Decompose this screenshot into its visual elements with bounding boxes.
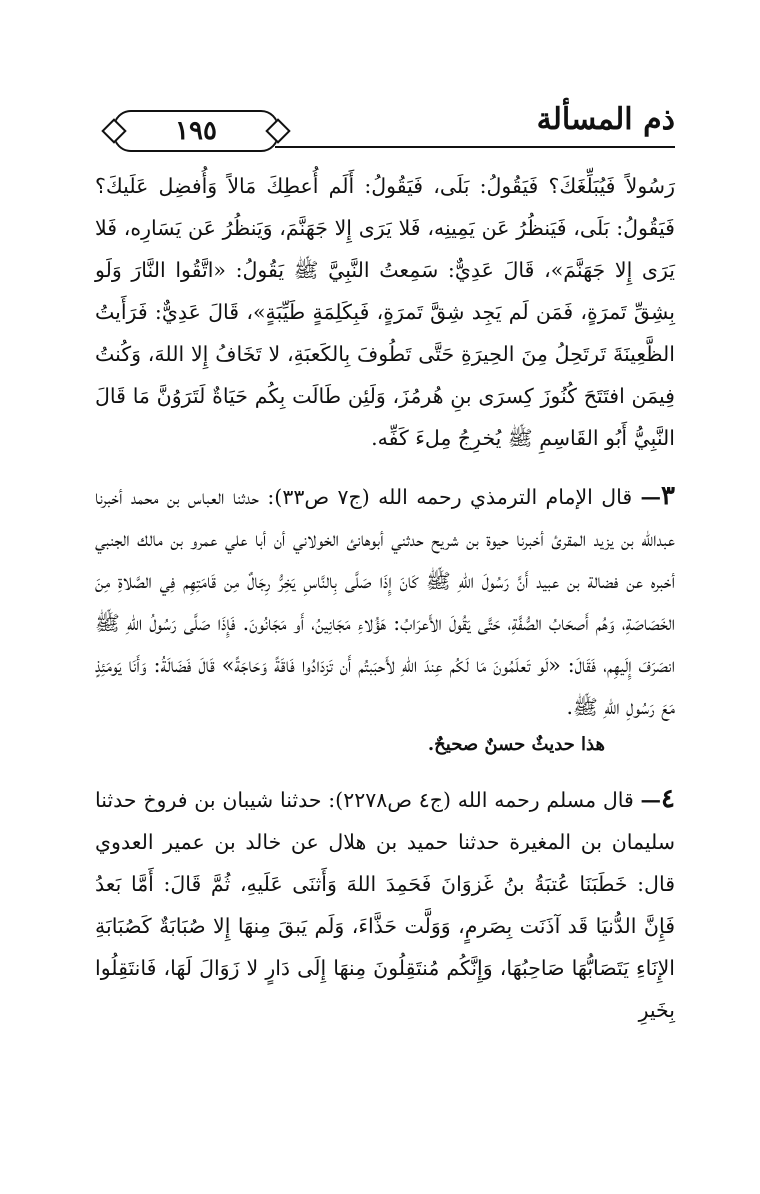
continuation-paragraph: رَسُولاً فَيُبَلِّغَكَ؟ فَيَقُولُ: بَلَى، فَيَقُولُ: أَلَم أُعطِكَ مَالاً وَأُفضِل عَلَيكَ؟ فَيَقُولُ: بَلَى، فَيَنظُرُ عَن يَمِينِه، فَلا يَرَى إِلا جَهَنَّمَ، وَيَنظُرُ عَن يَسَارِه، فَلا يَرَى إِلا جَهَنَّمَ»، قَالَ عَدِيٌّ: سَمِعتُ النَّبِيَّ ﷺ يَقُولُ: «اتَّقُوا النَّارَ وَلَو بِشِقِّ تَمرَةٍ، فَمَن لَم يَجِد شِقَّ تَمرَةٍ، فَبِكَلِمَةٍ طَيِّبَةٍ»، قَالَ عَدِيٌّ: فَرَأَيتُ الظَّعِينَةَ تَرتَحِلُ مِنَ الحِيرَةِ حَتَّى تَطُوفَ بِالكَعبَةِ، لا تَخَافُ إِلا اللهَ، وَكُنتُ فِيمَن افتَتَحَ كُنُوزَ كِسرَى بنِ هُرمُزَ، وَلَئِن طَالَت بِكُم حَيَاةٌ لَتَرَوُنَّ مَا قَالَ النَّبِيُّ أَبُو القَاسِمِ ﷺ يُخرِجُ مِلءَ كَفِّه. [95, 174, 675, 450]
hadith-4-number: ٤ [661, 784, 675, 814]
hadith-3 [95, 475, 675, 728]
hadith-4-text: قال مسلم رحمه الله (ج٤ ص٢٢٧٨): حدثنا شيبان بن فروخ حدثنا سليمان بن المغيرة حدثنا حميد بن هلال عن خالد بن عمير العدوي قال: خَطَبَنَا عُتبَةُ بنُ غَزوَانَ فَحَمِدَ اللهَ وَأَثنَى عَلَيهِ، ثُمَّ قَالَ: أَمَّا بَعدُ فَإِنَّ الدُّنيَا قَد آذَنَت بِصَرمٍ، وَوَلَّت حَذَّاءَ، وَلَم يَبقَ مِنهَا إِلا صُبَابَةٌ كَصُبَابَةِ الإِنَاءِ يَتَصَابُّهَا صَاحِبُهَا، وَإِنَّكُم مُنتَقِلُونَ مِنهَا إِلَى دَارٍ لا زَوَالَ لَهَا، فَانتَقِلُوا بِخَيرِ [95, 788, 675, 1022]
hadith-4-dash: — [640, 788, 662, 812]
page-header [95, 100, 675, 160]
hadith-4 [95, 778, 675, 1031]
book-title: ذم المسألة [536, 102, 675, 137]
hadith-3-number: ٣ [661, 481, 676, 511]
header-divider [275, 146, 675, 148]
page-body [95, 165, 675, 1031]
hadith-3-grade-note: هذا حديثٌ حسنٌ صحيحٌ. [427, 734, 605, 755]
page-number: ١٩٥ [113, 110, 279, 152]
hadith-3-text: قال الإمام الترمذي رحمه الله (ج٧ ص٣٣): حدثنا العباس بن محمد أخبرنا عبدالله بن يزيد المقرئ أخبرنا حيوة بن شريح حدثني أبوهانئ الخولاني أن أبا علي عمرو بن مالك الجنبي أخبره عن فضالة بن عبيد أَنَّ رَسُولَ اللهِ ﷺ كَانَ إِذَا صَلَّى بِالنَّاسِ يَخِرُّ رِجَالٌ مِن قَامَتِهِم فِي الصَّلاةِ مِنَ الخَصَاصَةِ، وَهُم أَصحَابُ الصُّفَّةِ، حَتَّى يَقُولَ الأَعرَابُ: هَؤُلاءِ مَجَانِينُ، أَو مَجَانُونَ. فَإِذَا صَلَّى رَسُولُ اللهِ ﷺ انصَرَفَ إِلَيهِم، فَقَالَ: «لَو تَعلَمُونَ مَا لَكُم عِندَ اللهِ لأَحبَبتُم أَن تَزدَادُوا فَاقَةً وَحَاجَةً» قَالَ فَضَالَةُ: وَأَنَا يَومَئِذٍ مَعَ رَسُولِ اللهِ ﷺ. [95, 485, 675, 719]
hadith-3-dash: — [640, 485, 662, 509]
